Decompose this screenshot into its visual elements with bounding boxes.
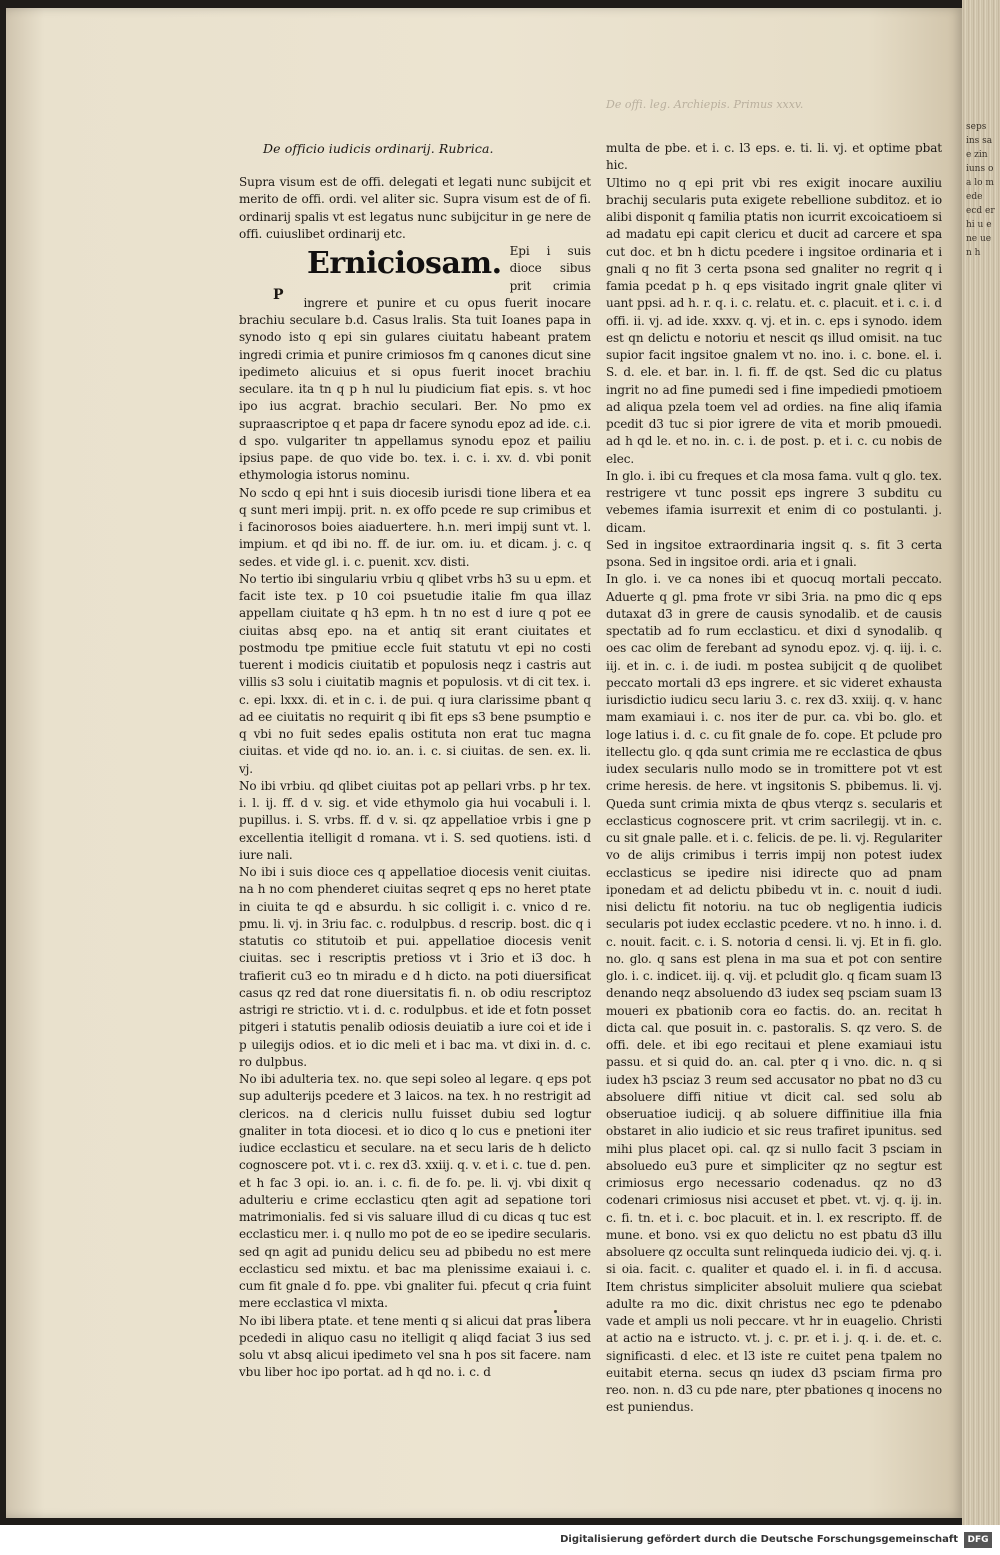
- text-paragraph: No ibi vrbiu. qd qlibet ciuitas pot ap pellari vrbs. p hr tex. i. l. ij. ff. d v. sig. et vide ethymolo gia hui vocabuli i. l. pupillus. i. S. vrbs. ff. d v. si. qz appellatioe vrbis i gne p excellentia itelligit d romana. vt i. S. sed quotiens. isti. d iure nali.: [239, 778, 591, 862]
- text-paragraph: No tertio ibi singulariu vrbiu q qlibet vrbs h3 su u epm. et facit iste tex. p 10 coi psuetudie italie fm qua illaz appellam ciuitate q h3 epm. h tn no est d iure q pot ee ciuitas absq epo. na et antiq sit erant ciuitates et postmodu tpe pmitiue eccle fuit statutu vt epi no costi tuerent i modicis ciuitatib et populosis neqz i castris aut villis s3 solu i ciuitatib magnis et populosis. vt di cit tex. i. c. epi. lxxx. di. et in c. i. de pui. q iura clarissime pbant q ad ee ciuitatis no requirit q ibi fit eps s3 bene psumptio e q vbi no fuit sedes epalis ostituta non erat tuc magna ciuitas. et vide qd no. io. an. i. c. si ciuitas. de sen. ex. li. vj.: [239, 571, 591, 776]
- text-paragraph: No ibi libera ptate. et tene menti q si alicui dat pras libera pcededi in aliquo casu no itelligit q aliqd faciat 3 ius sed solu vt absq alicui ipedimeto vel sna h pos sit facere. nam vbu liber hoc ipo portat. ad h qd no. i. c. d: [239, 1313, 591, 1380]
- rubric-heading: De officio iudicis ordinarij. Rubrica.: [263, 141, 494, 156]
- text-paragraph: Sed in ingsitoe extraordinaria ingsit q. s. fit 3 certa psona. Sed in ingsitoe ordi. aria et i gnali.: [606, 537, 942, 569]
- footer-credit: Digitalisierung gefördert durch die Deutsche Forschungsgemeinschaft: [560, 1534, 958, 1545]
- running-head: De offi. leg. Archiepis. Primus xxxv.: [606, 98, 804, 111]
- intro-paragraph: Supra visum est de offi. delegati et legati nunc subijcit et merito de offi. ordi. vel aliter sic. Supra visum est de of fi. ordinarij spalis vt est legatus nunc subijcitur in ge nere de offi. cuiuslibet ordinarij etc.: [239, 175, 591, 241]
- text-paragraph: Epi i suis dioce sibus prit crimia ingrere et punire et cu opus fuerit inocare brachiu seculare b.d. Casus lralis. Sta tuit Ioanes papa in synodo isto q epi sin gulares ciuitatu habeant pratem ingredi crimia et punire crimiosos fm q canones dicut sine ipedimeto alicuius et si opus fuerit inocet brachiu seculare. ita tn q p h nul lu piudicium fiat epis. s. vt hoc ipo ius acgrat. brachio seculari. Ber. No pmo ex supraascriptoe q et papa dr facere synodu epoz ad ide. c.i. d spo. vulgariter tn appellamus synodu epoz et pailiu ipsius pape. de quo vide bo. tex. i. c. i. xv. d. vbi ponit ethymologia istorus nominu.: [239, 244, 591, 483]
- ink-mark: [554, 1310, 557, 1313]
- text-paragraph: No ibi i suis dioce ces q appellatioe diocesis venit ciuitas. na h no com phenderet ciuitas seqret q eps no heret ptate in ciuita te qd e absurdu. h sic colligit i. c. vnico d re. pmu. li. vj. in 3riu fac. c. rodulpbus. d rescrip. bost. dic q i statutis co stitutoib et pui. appellatioe diocesis venit ciuitas. sec i rescriptis pretioss vt i 3rio et i3 doc. h trafierit cu3 eo tn miradu e d h dicto. na poti diuersificat casus qz red dat rone diuersitatis fi. n. ob odiu rescriptoz astrigi re strictio. vt i. d. c. rodulpbus. et ide et fotn posset pitgeri i statutis penalib odiosis deuiatib a iure coi et ide i p uilegijs odios. et io dic meli et i bac ma. vt dixi in. d. c. ro dulpbus.: [239, 865, 591, 1069]
- footer-bar: [0, 1525, 1000, 1555]
- right-column: [606, 140, 942, 1415]
- page-edge-text: seps ins sa e zin iuns o a lo m ede ecd er hi u e ne ue n h: [966, 122, 995, 258]
- text-paragraph: Ultimo no q epi prit vbi res exigit inocare auxiliu brachij secularis puta exigete rebellione subditoz. et io alibi disponit q familia ptatis non icurrit excoicatioem si ad madatu epi capit clericu et ducit ad carcere et spa cut doc. et bn h dictu pcedere i ingsitoe ordinaria et i gnali q no fit 3 certa psona sed gnaliter no regrit q i famia pcedat p h. q eps visitado ingrit gnale qliter vi uant ppsi. ad h. r. q. i. c. relatu. et. c. placuit. et i. c. i. d offi. ii. vj. ad ide. xxxv. q. vj. et in. c. eps i synodo. idem est qn delictu e notoriu et nescit qs illud omisit. na tuc supior facit ingsitoe gnalem vt no. ino. i. c. bone. el. i. S. d. ele. et bar. in. l. fi. ff. de qst. Sed dic cu platus ingrit no ad fine pumedi sed i fine impediedi pmotioem ad aliqua pzela toem vel ad ordies. na fine aliq ifamia pcedit d3 tuc si pior igrere de vita et morib pmouedi. ad h qd le. et no. in. c. i. de post. p. et i. c. cu nobis de elec.: [606, 175, 942, 466]
- book-page: [6, 8, 964, 1518]
- text-paragraph: No scdo q epi hnt i suis diocesib iurisdi tione libera et ea q sunt meri impij. prit. n. ex offo pcede re sup crimibus et i facinorosos boies aiaduertere. h.n. meri impij sunt vt. l. impium. et qd ibi no. ff. de iur. om. iu. et dicam. j. c. q sedes. et vide gl. i. c. puenit. xcv. disti.: [239, 485, 591, 569]
- text-paragraph: multa de pbe. et i. c. l3 eps. e. ti. li. vj. et optime pbat hic.: [606, 141, 942, 173]
- text-paragraph: No ibi adulteria tex. no. que sepi soleo al legare. q eps pot sup adulterijs pcedere et 3 laicos. na tex. h no restrigit ad clericos. na d clericis nullu fuisset dubiu sed logtur gnaliter in tota diocesi. et io dico q lo cus e pnetioni iter iudice ecclasticu et seculare. na et secu laris de h delicto cognoscere pot. vt i. c. rex d3. xxiij. q. v. et i. c. tue d. pen. et h fac 3 opi. io. an. i. c. fi. de fo. pe. li. vj. vbi dixit q adulteriu e crime ecclasticu qten agit ad sepatione tori matrimonialis. fed si vis saluare illud di cu dicas q tuc est ecclasticu mer. i. q nullo mo pot de eo se ipedire secularis. sed qn agit ad punidu delicu seu ad pbibedu no est mere ecclasticu sed mixtu. et bac ma plenissime exaiaui i. c. cum fit gnale d fo. ppe. vbi gnaliter fui. pfecut q cria fuint mere ecclastica vl mixta.: [239, 1072, 591, 1311]
- dfg-logo-icon: DFG: [964, 1532, 992, 1548]
- text-paragraph: In glo. i. ve ca nones ibi et quocuq mortali peccato. Aduerte q gl. pma frote vr sibi 3ria. na pmo dic q eps dutaxat d3 in grere de causis synodalib. et de causis spectatib ad fo rum ecclasticu. et dixi d synodalib. q oes cac olim de ferebant ad synodu epoz. vj. q. iij. i. c. iij. et in. c. i. de iudi. m postea subijcit q de quolibet peccato mortali d3 eps ingrere. et sic videret exhausta iurisdictio iudicu secu lariu 3. c. rex d3. xxiij. q. v. hanc mam examiaui i. c. nos iter de pur. ca. vbi bo. glo. et loge latius i. d. c. cu fit gnale de fo. cope. Et pclude pro itellectu glo. q qda sunt crimia me re ecclastica de qbus iudex secularis nullo modo se in tromittere pot vt est crime heresis. de here. vt ingsitonis S. pbibemus. li. vj. Queda sunt crimia mixta de qbus vterqz s. secularis et ecclasticus cognoscere prit. vt crim sacrilegij. vt in. c. cu sit gnale palle. et i. c. felicis. de pe. li. vj. Regulariter vo de alijs crimibus i terris impij non potest iudex ecclasticus se ipedire nisi idirecte quo ad pnam iponedam et ad delictu pbibedu vt in. c. nouit d iudi. nisi delictu fit notoriu. na tuc ob negligentia iudicis secularis pot iudex ecclastic pcedere. vt no. h inno. i. d. c. nouit. facit. c. i. S. notoria d censi. li. vj. Et in fi. glo. no. glo. q sans est plena in ma sua et pot con sentire glo. i. c. indicet. iij. q. vij. et pcludit glo. q ficam suam l3 denando neqz absoluendo d3 iudex seq psciam suam l3 moueri ex pbationib cora eo factis. do. an. recitat h dicta cal. que posuit in. c. pastoralis. S. qz vero. S. de offi. dele. et ibi ego recitaui et plene examiaui istu passu. et si quid do. an. cal. pter q i vno. dic. n. q si iudex h3 psciaz 3 reum sed accusator no pbat no d3 cu absoluere diffi nitiue vt dicit cal. sed solu ab obseruatioe iudicij. q ab soluere diffinitiue illa fnia obstaret in alio iudicio et sic reus trafiret ipunitus. sed mihi plus placet opi. cal. qz si nullo facit 3 psciam in absoluedo eu3 pure et simpliciter qz no segtur est crimiosus ergo necessario codenadus. qz no d3 codenari crimiosus nisi accuset et pbet. vt. vj. q. ij. in. c. fi. tn. et i. c. boc placuit. et in. l. ex rescripto. ff. de mune. et bono. vsi ex quo delictu no est pbatu d3 illu absoluere qz occulta sunt relinqueda iudicio dei. vj. q. i. si oia. facit. c. qualiter et quado el. i. in fi. d accusa. Item christus simpliciter absoluit muliere qua sciebat adulte ra mo dic. dixit christus nec ego te pdenabo vade et ampli us noli peccare. vt hr in euagelio. Christi at actio na e istructo. vt. j. c. pr. et i. j. q. i. de. et. c. significasti. d elec. et l3 iste re cuitet pena tpalem no euitabit eterna. secus qn iudex d3 psciam firma pro reo. non. n. d3 cu pde nare, pter pbationes q inocens no est puniendus.: [606, 572, 942, 1415]
- page-edge: [962, 0, 1000, 1525]
- decorated-initial: Erniciosam.: [307, 246, 502, 281]
- capital-letter: P: [273, 287, 284, 303]
- left-column: [239, 174, 591, 1380]
- text-paragraph: In glo. i. ibi cu freques et cla mosa fama. vult q glo. tex. restrigere vt tunc possit eps ingrere 3 subditu cu vebemes ifamia isurrexit et enim di co postulanti. j. dicam.: [606, 468, 942, 535]
